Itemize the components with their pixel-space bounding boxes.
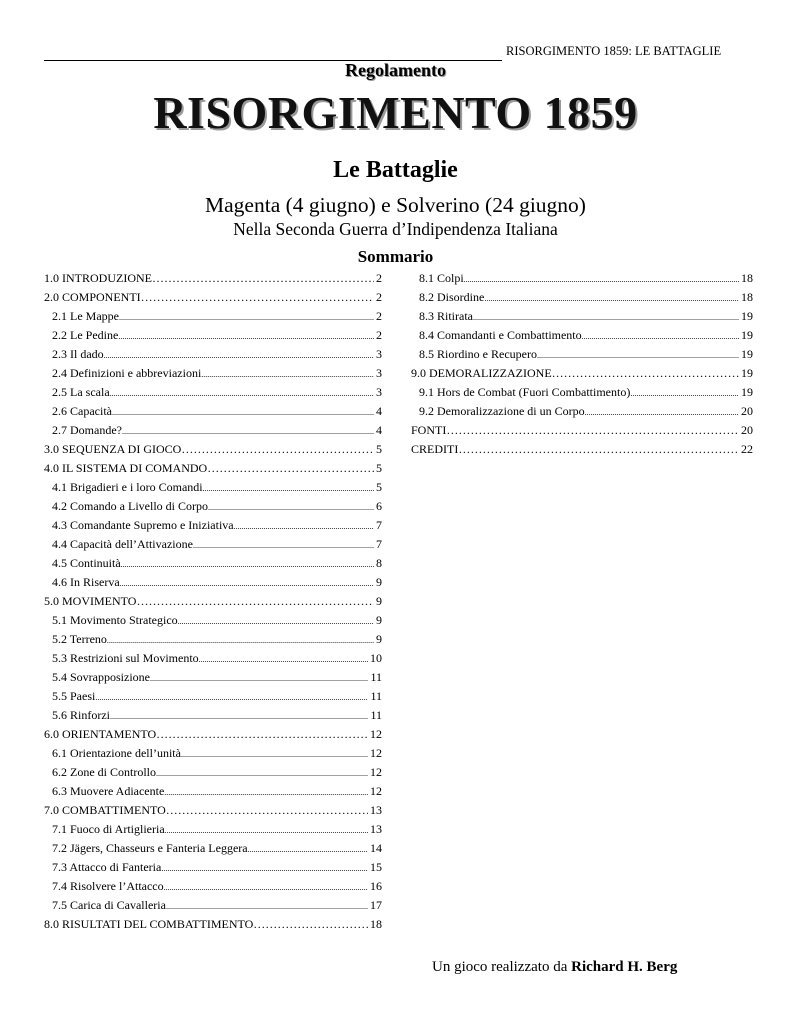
toc-entry-page: 2 xyxy=(376,271,382,285)
toc-entry-page: 18 xyxy=(741,290,753,304)
toc-dot-leader xyxy=(537,345,739,365)
toc-dot-leader xyxy=(458,440,739,459)
toc-entry[interactable] xyxy=(44,307,382,326)
toc-entry-label: 9.2 Demoralizzazione di un Corpo xyxy=(419,404,585,418)
toc-entry-label: 2.0 COMPONENTI xyxy=(44,290,141,304)
toc-entry-page: 7 xyxy=(376,518,382,532)
toc-dot-leader xyxy=(110,706,368,726)
toc-entry[interactable] xyxy=(44,896,382,915)
document-subtitle: Le Battaglie xyxy=(333,157,458,183)
toc-dot-leader xyxy=(120,573,374,593)
toc-entry-page: 3 xyxy=(376,385,382,399)
toc-dot-leader xyxy=(234,516,374,536)
toc-entry-page: 9 xyxy=(376,632,382,646)
toc-entry-label: 5.3 Restrizioni sul Movimento xyxy=(52,651,199,665)
toc-entry-page: 15 xyxy=(370,860,382,874)
toc-entry-label: 4.1 Brigadieri e i loro Comandi xyxy=(52,480,203,494)
toc-entry[interactable] xyxy=(44,687,382,706)
toc-dot-leader xyxy=(156,763,368,783)
toc-entry-label: 5.6 Rinforzi xyxy=(52,708,110,722)
toc-entry-label: 6.2 Zone di Controllo xyxy=(52,765,156,779)
toc-entry-page: 19 xyxy=(741,366,753,380)
toc-dot-leader xyxy=(464,269,739,289)
toc-entry-page: 19 xyxy=(741,347,753,361)
toc-entry[interactable] xyxy=(44,839,382,858)
credit-line xyxy=(432,959,677,976)
toc-entry[interactable] xyxy=(44,516,382,535)
toc-entry[interactable] xyxy=(44,782,382,801)
toc-entry[interactable] xyxy=(44,402,382,421)
toc-entry-page: 12 xyxy=(370,727,382,741)
toc-entry[interactable] xyxy=(411,326,753,345)
toc-entry-label: 2.6 Capacità xyxy=(52,404,112,418)
toc-dot-leader xyxy=(181,440,374,459)
toc-dot-leader xyxy=(484,288,739,308)
toc-entry-page: 9 xyxy=(376,594,382,608)
toc-entry-page: 19 xyxy=(741,309,753,323)
toc-entry[interactable] xyxy=(44,858,382,877)
toc-entry[interactable] xyxy=(44,630,382,649)
toc-entry[interactable] xyxy=(44,497,382,516)
toc-dot-leader xyxy=(136,592,374,611)
toc-entry[interactable] xyxy=(44,744,382,763)
toc-entry-page: 2 xyxy=(376,309,382,323)
toc-entry[interactable] xyxy=(44,535,382,554)
toc-entry-label: 8.1 Colpi xyxy=(419,271,464,285)
toc-entry-label: 4.5 Continuità xyxy=(52,556,121,570)
toc-entry-label: 8.4 Comandanti e Combattimento xyxy=(419,328,582,342)
running-header: RISORGIMENTO 1859: LE BATTAGLIE xyxy=(506,44,722,58)
toc-entry-page: 16 xyxy=(370,879,382,893)
toc-entry-label: 8.0 RISULTATI DEL COMBATTIMENTO xyxy=(44,917,254,931)
battles-line: Magenta (4 giugno) e Solverino (24 giugno) xyxy=(205,193,586,217)
toc-dot-leader xyxy=(152,269,374,288)
toc-entry[interactable] xyxy=(44,364,382,383)
toc-entry-label: 4.2 Comando a Livello di Corpo xyxy=(52,499,208,513)
toc-entry-page: 5 xyxy=(376,480,382,494)
toc-entry-label: 4.3 Comandante Supremo e Iniziativa xyxy=(52,518,234,532)
toc-entry[interactable] xyxy=(411,421,753,440)
toc-entry[interactable] xyxy=(44,326,382,345)
toc-entry-page: 12 xyxy=(370,746,382,760)
toc-entry-label: 6.0 ORIENTAMENTO xyxy=(44,727,157,741)
toc-dot-leader xyxy=(161,858,368,878)
toc-dot-leader xyxy=(253,915,368,934)
toc-entry-page: 22 xyxy=(741,442,753,456)
toc-entry-label: 7.5 Carica di Cavalleria xyxy=(52,898,166,912)
toc-entry-page: 4 xyxy=(376,404,382,418)
toc-dot-leader xyxy=(585,402,739,422)
toc-dot-leader xyxy=(630,383,739,403)
toc-entry-page: 9 xyxy=(376,575,382,589)
document-kicker: Regolamento xyxy=(345,60,446,80)
toc-entry-label: 8.3 Ritirata xyxy=(419,309,473,323)
toc-dot-leader xyxy=(119,307,374,327)
toc-dot-leader xyxy=(110,383,374,403)
toc-entry[interactable] xyxy=(44,345,382,364)
toc-entry-page: 17 xyxy=(370,898,382,912)
toc-dot-leader xyxy=(122,421,374,441)
toc-entry[interactable] xyxy=(44,649,382,668)
toc-entry-page: 11 xyxy=(370,708,382,722)
toc-dot-leader xyxy=(446,421,739,440)
toc-entry[interactable] xyxy=(411,364,753,383)
toc-entry[interactable] xyxy=(411,288,753,307)
toc-entry[interactable] xyxy=(411,440,753,459)
context-line: Nella Seconda Guerra d’Indipendenza Italiana xyxy=(233,219,558,239)
toc-dot-leader xyxy=(248,839,368,859)
toc-entry-label: 7.4 Risolvere l’Attacco xyxy=(52,879,164,893)
toc-dot-leader xyxy=(112,402,374,422)
toc-entry[interactable] xyxy=(44,440,382,459)
toc-dot-leader xyxy=(141,288,374,307)
toc-entry-page: 3 xyxy=(376,366,382,380)
toc-dot-leader xyxy=(104,345,374,365)
toc-dot-leader xyxy=(181,744,368,764)
toc-dot-leader xyxy=(582,326,739,346)
toc-entry[interactable] xyxy=(411,383,753,402)
toc-entry[interactable] xyxy=(44,269,382,288)
toc-entry-page: 10 xyxy=(370,651,382,665)
toc-entry[interactable] xyxy=(411,402,753,421)
toc-dot-leader xyxy=(193,535,374,555)
toc-entry-label: 4.6 In Riserva xyxy=(52,575,120,589)
toc-entry-label: 7.2 Jägers, Chasseurs e Fanteria Leggera xyxy=(52,841,248,855)
toc-entry-label: 5.0 MOVIMENTO xyxy=(44,594,137,608)
toc-entry-page: 19 xyxy=(741,385,753,399)
toc-entry-label: 8.5 Riordino e Recupero xyxy=(419,347,537,361)
toc-entry-page: 5 xyxy=(376,461,382,475)
toc-dot-leader xyxy=(156,725,368,744)
toc-dot-leader xyxy=(150,668,368,688)
document-title: RISORGIMENTO 1859 xyxy=(153,87,638,138)
toc-entry-page: 20 xyxy=(741,404,753,418)
toc-entry-page: 14 xyxy=(370,841,382,855)
toc-entry[interactable] xyxy=(44,801,382,820)
toc-entry-label: 9.0 DEMORALIZZAZIONE xyxy=(411,366,552,380)
toc-entry-page: 19 xyxy=(741,328,753,342)
toc-entry-page: 12 xyxy=(370,765,382,779)
toc-dot-leader xyxy=(199,649,368,669)
toc-dot-leader xyxy=(118,326,374,346)
toc-entry-label: 3.0 SEQUENZA DI GIOCO xyxy=(44,442,182,456)
toc-entry-label: 4.4 Capacità dell’Attivazione xyxy=(52,537,193,551)
toc-entry-page: 13 xyxy=(370,803,382,817)
toc-entry-label: 1.0 INTRODUZIONE xyxy=(44,271,152,285)
toc-entry-page: 18 xyxy=(741,271,753,285)
credit-prefix: Un gioco realizzato da xyxy=(432,959,568,975)
toc-entry-page: 2 xyxy=(376,290,382,304)
toc-entry[interactable] xyxy=(44,915,382,934)
toc-entry[interactable] xyxy=(44,383,382,402)
toc-dot-leader xyxy=(166,896,368,916)
toc-dot-leader xyxy=(107,630,374,650)
toc-entry-label: 5.2 Terreno xyxy=(52,632,107,646)
toc-entry-label: CREDITI xyxy=(411,442,459,456)
toc-entry-page: 12 xyxy=(370,784,382,798)
toc-entry-label: 2.2 Le Pedine xyxy=(52,328,119,342)
toc-entry-label: 4.0 IL SISTEMA DI COMANDO xyxy=(44,461,208,475)
toc-entry[interactable] xyxy=(44,554,382,573)
toc-entry-label: 5.5 Paesi xyxy=(52,689,96,703)
toc-entry[interactable] xyxy=(44,820,382,839)
toc-entry-label: 2.4 Definizioni e abbreviazioni xyxy=(52,366,202,380)
toc-entry[interactable] xyxy=(44,668,382,687)
toc-entry[interactable] xyxy=(44,611,382,630)
toc-entry[interactable] xyxy=(44,877,382,896)
toc-dot-leader xyxy=(208,497,374,517)
toc-entry-label: 2.7 Domande? xyxy=(52,423,122,437)
toc-entry-page: 11 xyxy=(370,670,382,684)
toc-entry-page: 5 xyxy=(376,442,382,456)
toc-dot-leader xyxy=(178,611,374,631)
toc-entry[interactable] xyxy=(44,725,382,744)
toc-entry[interactable] xyxy=(44,763,382,782)
toc-entry-page: 20 xyxy=(741,423,753,437)
toc-entry-label: 5.4 Sovrapposizione xyxy=(52,670,150,684)
toc-entry-page: 4 xyxy=(376,423,382,437)
toc-entry-label: 5.1 Movimento Strategico xyxy=(52,613,178,627)
toc-dot-leader xyxy=(164,877,368,897)
toc-entry-label: 6.1 Orientazione dell’unità xyxy=(52,746,181,760)
toc-entry-label: 7.1 Fuoco di Artiglieria xyxy=(52,822,165,836)
author-name: Richard H. Berg xyxy=(571,959,678,975)
toc-entry-page: 3 xyxy=(376,347,382,361)
toc-right-column xyxy=(411,269,753,459)
toc-entry[interactable] xyxy=(44,706,382,725)
toc-dot-leader xyxy=(121,554,374,574)
toc-dot-leader xyxy=(166,801,368,820)
toc-dot-leader xyxy=(207,459,374,478)
toc-entry-page: 7 xyxy=(376,537,382,551)
toc-entry-label: 2.1 Le Mappe xyxy=(52,309,119,323)
toc-entry-page: 18 xyxy=(370,917,382,931)
toc-dot-leader xyxy=(473,307,739,327)
toc-entry[interactable] xyxy=(44,592,382,611)
toc-entry[interactable] xyxy=(44,573,382,592)
toc-dot-leader xyxy=(164,782,368,802)
toc-heading: Sommario xyxy=(357,247,434,266)
toc-entry-label: 2.3 Il dado xyxy=(52,347,104,361)
toc-dot-leader xyxy=(203,478,374,498)
toc-dot-leader xyxy=(95,687,368,707)
toc-entry-page: 2 xyxy=(376,328,382,342)
toc-entry[interactable] xyxy=(411,345,753,364)
toc-entry-label: 6.3 Muovere Adiacente xyxy=(52,784,165,798)
toc-entry-page: 11 xyxy=(370,689,382,703)
toc-entry-label: FONTI xyxy=(411,423,447,437)
toc-entry-label: 8.2 Disordine xyxy=(419,290,485,304)
toc-entry[interactable] xyxy=(44,421,382,440)
toc-dot-leader xyxy=(552,364,739,383)
toc-entry-label: 7.0 COMBATTIMENTO xyxy=(44,803,166,817)
toc-entry-page: 8 xyxy=(376,556,382,570)
toc-entry[interactable] xyxy=(44,478,382,497)
toc-entry-page: 6 xyxy=(376,499,382,513)
toc-entry-page: 13 xyxy=(370,822,382,836)
toc-entry-label: 9.1 Hors de Combat (Fuori Combattimento) xyxy=(419,385,631,399)
toc-left-column xyxy=(44,269,382,934)
toc-dot-leader xyxy=(201,364,374,384)
toc-entry-label: 2.5 La scala xyxy=(52,385,110,399)
toc-entry-page: 9 xyxy=(376,613,382,627)
toc-entry[interactable] xyxy=(44,288,382,307)
toc-entry[interactable] xyxy=(411,269,753,288)
toc-entry-label: 7.3 Attacco di Fanteria xyxy=(52,860,162,874)
toc-dot-leader xyxy=(165,820,368,840)
toc-entry[interactable] xyxy=(44,459,382,478)
toc-entry[interactable] xyxy=(411,307,753,326)
